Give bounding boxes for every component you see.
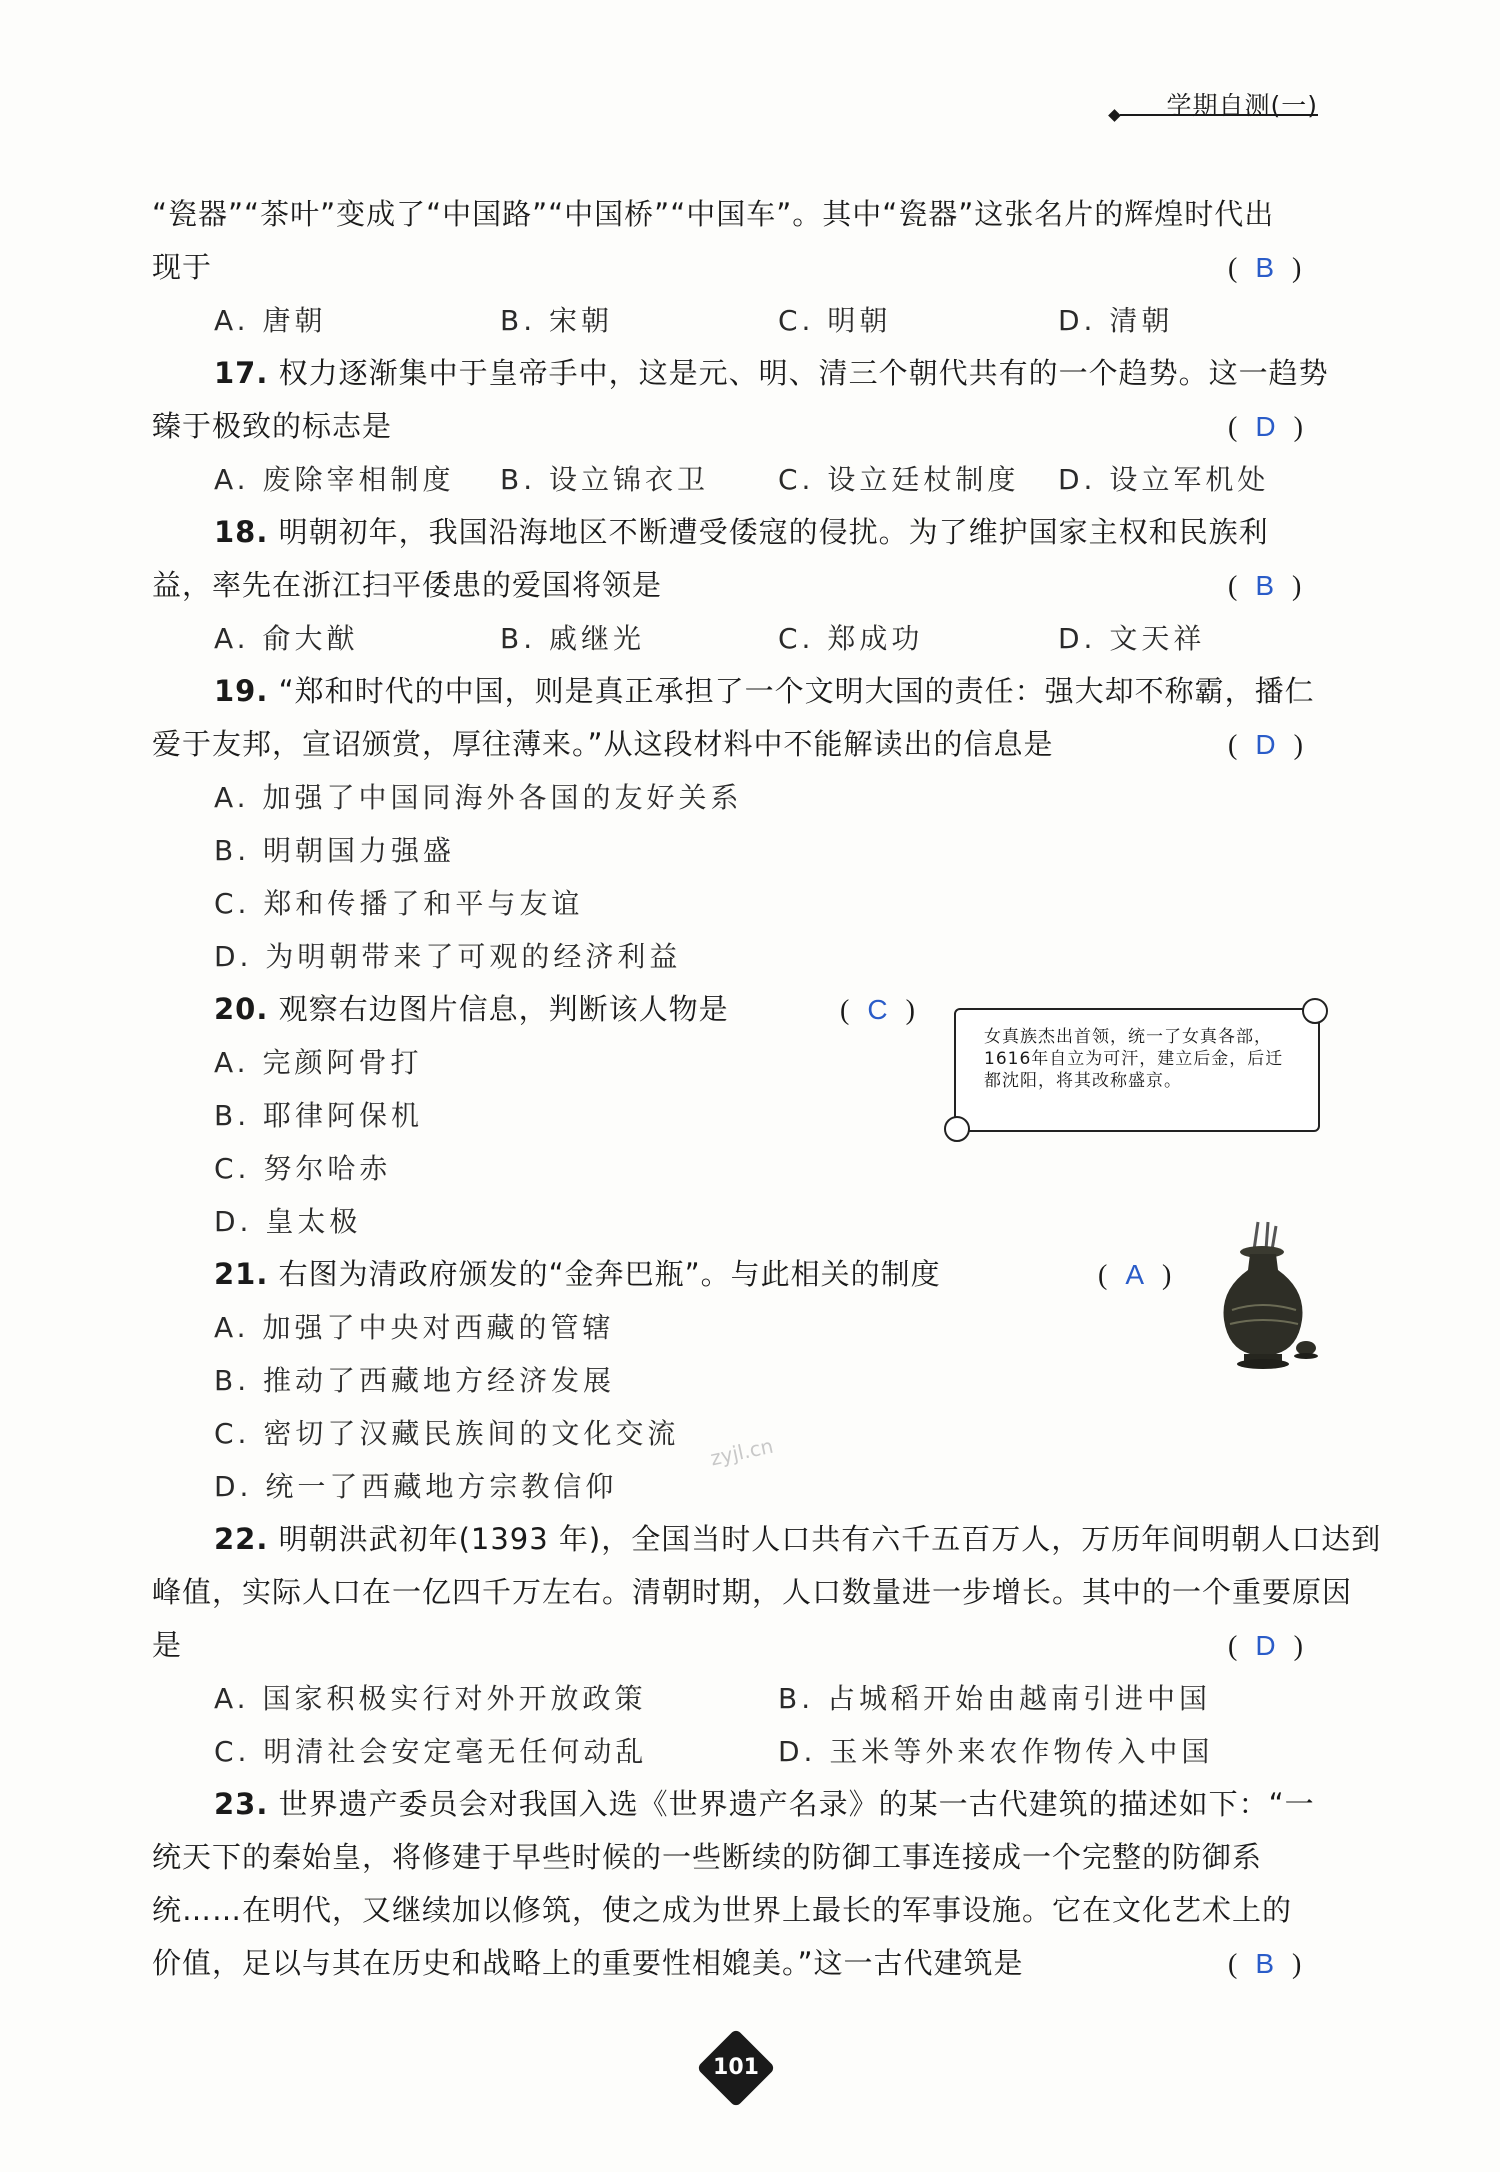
- q16-line1: “瓷器”“茶叶”变成了“中国路”“中国桥”“中国车”。其中“瓷器”这张名片的辉煌时代出: [152, 197, 1275, 231]
- q18-option-c: C. 郑成功: [778, 622, 924, 655]
- q20-scroll-text: 女真族杰出首领，统一了女真各部，1616年自立为可汗，建立后金，后迁都沈阳，将其改称盛京。: [984, 1027, 1284, 1091]
- q16-option-b: B. 宋朝: [500, 304, 614, 337]
- q23-line4: 价值，足以与其在历史和战略上的重要性相媲美。”这一古代建筑是: [152, 1946, 1024, 1980]
- q17-answer: ( D ): [1228, 411, 1303, 443]
- q22-option-b: B. 占城稻开始由越南引进中国: [778, 1682, 1212, 1715]
- q21-option-c: C. 密切了汉藏民族间的文化交流: [214, 1417, 680, 1450]
- q21-option-a: A. 加强了中央对西藏的管辖: [214, 1311, 615, 1344]
- q22-line2: 峰值，实际人口在一亿四千万左右。清朝时期，人口数量进一步增长。其中的一个重要原因: [152, 1575, 1353, 1609]
- q16-answer: ( B ): [1228, 252, 1302, 284]
- q17-option-a: A. 废除宰相制度: [214, 463, 455, 496]
- q16-option-d: D. 清朝: [1058, 304, 1174, 337]
- q18-line2: 益，率先在浙江扫平倭患的爱国将领是: [152, 568, 663, 602]
- q21-number: 21.: [214, 1257, 269, 1291]
- q17-line2: 臻于极致的标志是: [152, 409, 393, 443]
- scroll-curl-bottom: [944, 1116, 970, 1142]
- q16-option-c: C. 明朝: [778, 304, 892, 337]
- q20-answer: ( C ): [840, 994, 915, 1026]
- q23-answer: ( B ): [1228, 1948, 1302, 1980]
- q17-option-d: D. 设立军机处: [1058, 463, 1270, 496]
- q22-answer-value: D: [1255, 1630, 1276, 1661]
- q20-line1: 20. 观察右边图片信息，判断该人物是: [214, 992, 729, 1026]
- q19-answer: ( D ): [1228, 729, 1303, 761]
- q21-option-b: B. 推动了西藏地方经济发展: [214, 1364, 616, 1397]
- q18-option-b: B. 戚继光: [500, 622, 646, 655]
- q16-answer-value: B: [1255, 252, 1275, 283]
- q22-answer: ( D ): [1228, 1630, 1303, 1662]
- header-diamond-icon: [1108, 109, 1121, 122]
- q16-option-a: A. 唐朝: [214, 304, 327, 337]
- q19-option-d: D. 为明朝带来了可观的经济利益: [214, 940, 682, 973]
- q20-option-c: C. 努尔哈赤: [214, 1152, 392, 1185]
- q19-answer-value: D: [1255, 729, 1276, 760]
- q17-option-c: C. 设立廷杖制度: [778, 463, 1020, 496]
- q19-number: 19.: [214, 674, 269, 708]
- q20-answer-value: C: [867, 994, 888, 1025]
- q20-option-d: D. 皇太极: [214, 1205, 362, 1238]
- q18-option-a: A. 俞大猷: [214, 622, 359, 655]
- scroll-curl-top: [1302, 998, 1328, 1024]
- q18-line1: 18. 明朝初年，我国沿海地区不断遭受倭寇的侵扰。为了维护国家主权和民族利: [214, 515, 1269, 549]
- q17-number: 17.: [214, 356, 269, 390]
- q20-option-a: A. 完颜阿骨打: [214, 1046, 423, 1079]
- q19-option-c: C. 郑和传播了和平与友谊: [214, 887, 584, 920]
- q19-line1: 19. “郑和时代的中国，则是真正承担了一个文明大国的责任：强大却不称霸，播仁: [214, 674, 1315, 708]
- q17-line1: 17. 权力逐渐集中于皇帝手中，这是元、明、清三个朝代共有的一个趋势。这一趋势: [214, 356, 1329, 390]
- q22-option-a: A. 国家积极实行对外开放政策: [214, 1682, 647, 1715]
- q20-option-b: B. 耶律阿保机: [214, 1099, 424, 1132]
- q16-line2: 现于: [152, 250, 213, 284]
- golden-urn-image: [1210, 1220, 1320, 1370]
- q20-scroll-card: [954, 1008, 1320, 1132]
- q23-line1: 23. 世界遗产委员会对我国入选《世界遗产名录》的某一古代建筑的描述如下：“一: [214, 1787, 1315, 1821]
- q23-answer-value: B: [1255, 1948, 1275, 1979]
- q17-answer-value: D: [1255, 411, 1276, 442]
- q23-line2: 统天下的秦始皇，将修建于早些时候的一些断续的防御工事连接成一个完整的防御系: [152, 1840, 1263, 1874]
- section-header: 学期自测(一): [1166, 91, 1318, 120]
- q23-number: 23.: [214, 1787, 269, 1821]
- q18-option-d: D. 文天祥: [1058, 622, 1206, 655]
- q19-option-a: A. 加强了中国同海外各国的友好关系: [214, 781, 743, 814]
- q21-line1: 21. 右图为清政府颁发的“金奔巴瓶”。与此相关的制度: [214, 1257, 941, 1291]
- q22-line3: 是: [152, 1628, 183, 1662]
- q17-option-b: B. 设立锦衣卫: [500, 463, 710, 496]
- q19-option-b: B. 明朝国力强盛: [214, 834, 456, 867]
- q22-number: 22.: [214, 1522, 269, 1556]
- q18-answer: ( B ): [1228, 570, 1302, 602]
- page-number: 101: [713, 2055, 759, 2080]
- q21-answer: ( A ): [1098, 1259, 1172, 1291]
- q22-option-c: C. 明清社会安定毫无任何动乱: [214, 1735, 648, 1768]
- watermark: zyjl.cn: [708, 1433, 776, 1471]
- q20-number: 20.: [214, 992, 269, 1026]
- q19-line2: 爱于友邦，宣诏颁赏，厚往薄来。”从这段材料中不能解读出的信息是: [152, 727, 1054, 761]
- q23-line3: 统……在明代，又继续加以修筑，使之成为世界上最长的军事设施。它在文化艺术上的: [152, 1893, 1293, 1927]
- q18-answer-value: B: [1255, 570, 1275, 601]
- q22-option-d: D. 玉米等外来农作物传入中国: [778, 1735, 1214, 1768]
- q22-line1: 22. 明朝洪武初年(1393 年)，全国当时人口共有六千五百万人，万历年间明朝人口达到: [214, 1522, 1382, 1556]
- q21-answer-value: A: [1125, 1259, 1145, 1290]
- q21-option-d: D. 统一了西藏地方宗教信仰: [214, 1470, 618, 1503]
- q18-number: 18.: [214, 515, 269, 549]
